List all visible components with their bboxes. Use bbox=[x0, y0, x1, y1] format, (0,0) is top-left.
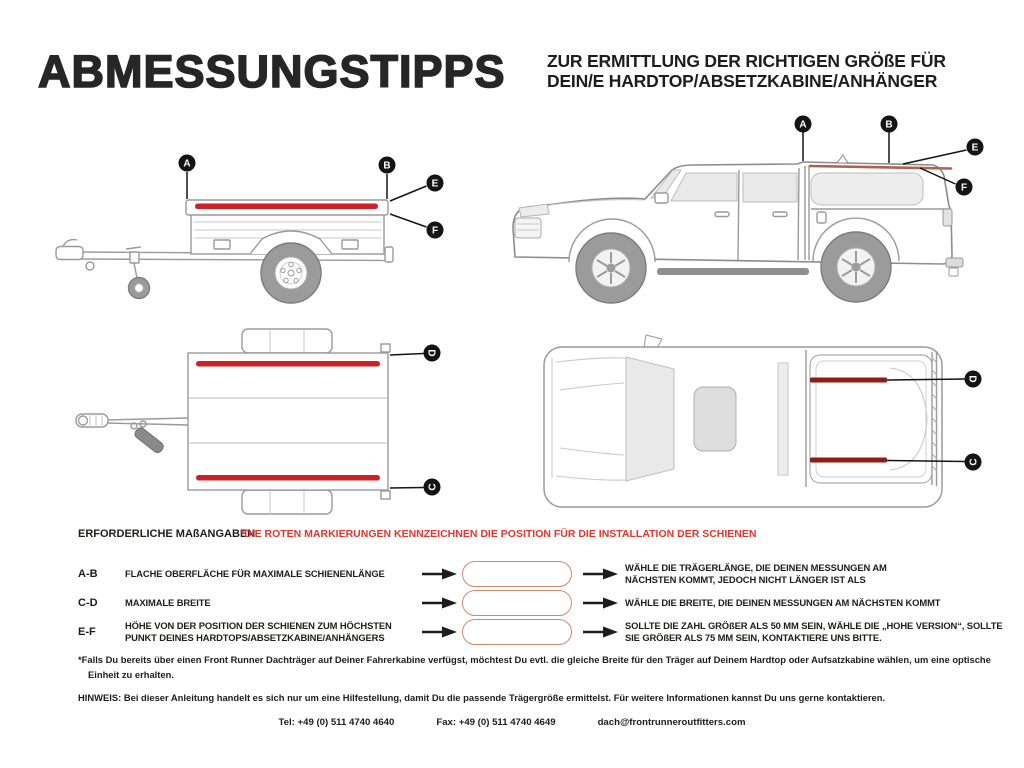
measure-description: FLACHE OBERFLÄCHE FÜR MAXIMALE SCHIENENLÄNGE bbox=[125, 568, 385, 580]
marker-c bbox=[965, 454, 982, 471]
measurement-entry-field bbox=[462, 561, 572, 587]
svg-text:E: E bbox=[431, 178, 439, 190]
trailer-side-view-diagram bbox=[30, 130, 470, 316]
svg-text:F: F bbox=[431, 225, 439, 237]
marker-b bbox=[881, 116, 898, 133]
subtitle-line-2: DEIN/E HARDTOP/ABSETZKABINE/ANHÄNGER bbox=[547, 70, 938, 91]
svg-text:C: C bbox=[968, 458, 980, 466]
marker-f bbox=[956, 179, 973, 196]
hinweis-note: HINWEIS: Bei dieser Anleitung handelt es sich nur um eine Hilfestellung, damit Du die passende Trägergröße ermittelst. Für weitere Informationen kannst Du uns gerne kontaktieren. bbox=[78, 692, 886, 703]
marker-e bbox=[427, 175, 444, 192]
svg-text:D: D bbox=[966, 375, 978, 383]
arrow-right-icon bbox=[422, 619, 458, 645]
svg-text:B: B bbox=[885, 119, 893, 131]
arrow-right-icon bbox=[583, 590, 619, 616]
measure-description: MAXIMALE BREITE bbox=[125, 597, 211, 609]
handbrake-lever bbox=[133, 426, 165, 454]
measure-row-ab bbox=[78, 561, 990, 587]
trailer-wheel bbox=[261, 243, 321, 303]
truck-top-view-diagram bbox=[530, 330, 1000, 520]
subtitle-line-1: ZUR ERMITTLUNG DER RICHTIGEN GRÖßE FÜR bbox=[547, 51, 946, 71]
marker-leaders bbox=[390, 354, 424, 489]
measure-result: WÄHLE DIE TRÄGERLÄNGE, DIE DEINEN MESSUNGEN AM NÄCHSTEN KOMMT, JEDOCH NICHT LÄNGER IST ALS bbox=[625, 561, 887, 585]
rear-bumper-step bbox=[946, 258, 963, 267]
sunroof bbox=[694, 387, 736, 451]
rail-position-marking-red-top bbox=[196, 361, 380, 367]
page-subtitle bbox=[547, 52, 946, 91]
jockey-wheel bbox=[126, 247, 150, 299]
measurement-entry-field bbox=[462, 619, 572, 645]
svg-text:D: D bbox=[425, 349, 437, 357]
measure-result: WÄHLE DIE BREITE, DIE DEINEN MESSUNGEN AM NÄCHSTEN KOMMT bbox=[625, 596, 941, 608]
truck-side-view-diagram bbox=[505, 110, 1005, 310]
svg-text:C: C bbox=[427, 483, 439, 491]
rail-position-marking-red-bottom bbox=[196, 475, 380, 481]
required-measurements-heading: ERFORDERLICHE MAßANGABEN bbox=[78, 528, 256, 540]
windshield-top bbox=[626, 357, 674, 481]
marker-a bbox=[795, 116, 812, 133]
marker-c bbox=[424, 479, 441, 496]
side-mirror bbox=[655, 193, 668, 203]
measure-code: E-F bbox=[78, 626, 96, 638]
tail-light bbox=[943, 209, 952, 226]
canopy-side-window bbox=[811, 173, 923, 205]
corner-bracket-bottom bbox=[381, 491, 390, 499]
svg-text:B: B bbox=[383, 160, 391, 172]
rear-door-window bbox=[743, 173, 797, 202]
marker-d bbox=[424, 345, 441, 362]
rear-wheel bbox=[821, 232, 891, 302]
page-title: ABMESSUNGSTIPPS bbox=[38, 46, 506, 97]
arrow-right-icon bbox=[583, 619, 619, 645]
trailer-top-view-diagram bbox=[30, 320, 470, 520]
grille bbox=[515, 218, 541, 238]
antenna-fin bbox=[837, 155, 848, 163]
marker-e bbox=[967, 139, 984, 156]
cab-rear-window bbox=[778, 363, 788, 475]
trailer-tail-lamp bbox=[385, 247, 393, 262]
contact-email: dach@frontrunneroutfitters.com bbox=[597, 717, 746, 728]
rail-position-marking-red bbox=[195, 204, 378, 210]
measure-description: HÖHE VON DER POSITION DER SCHIENEN ZUM HÖCHSTEN PUNKT DEINES HARDTOPS/ABSETZKABINE/ANHÄNGERS bbox=[125, 620, 392, 643]
measure-row-ef bbox=[78, 619, 1003, 645]
measure-code: C-D bbox=[78, 597, 98, 609]
red-markings-note: *DIE ROTEN MARKIERUNGEN KENNZEICHNEN DIE POSITION FÜR DIE INSTALLATION DER SCHIENEN bbox=[240, 528, 757, 540]
svg-text:E: E bbox=[971, 142, 979, 154]
corner-bracket-top bbox=[381, 344, 390, 352]
arrow-right-icon bbox=[422, 590, 458, 616]
marker-b bbox=[379, 157, 396, 174]
marker-f bbox=[427, 222, 444, 239]
arrow-right-icon bbox=[583, 561, 619, 587]
contact-tel: Tel: +49 (0) 511 4740 4640 bbox=[278, 717, 395, 728]
trailer-hitch-coupler bbox=[56, 247, 83, 260]
measure-code: A-B bbox=[78, 568, 98, 580]
svg-text:A: A bbox=[183, 158, 191, 170]
front-wheel bbox=[576, 233, 646, 303]
marker-a bbox=[179, 155, 196, 172]
canopy-outline bbox=[810, 355, 932, 483]
measure-row-cd bbox=[78, 590, 990, 616]
measure-result: SOLLTE DIE ZAHL GRÖßER ALS 50 MM SEIN, WÄHLE DIE „HOHE VERSION“, SOLLTE SIE GRÖßER ALS 75 MM SEIN, KONTAKTIERE UNS BITTE. bbox=[625, 619, 1003, 643]
measurement-entry-field bbox=[462, 590, 572, 616]
trailer-top-drawbar bbox=[76, 414, 188, 454]
rail-position-marking-dark-top bbox=[810, 378, 887, 383]
contact-fax: Fax: +49 (0) 511 4740 4649 bbox=[436, 717, 556, 728]
svg-text:F: F bbox=[960, 182, 968, 194]
trailer-top-body bbox=[188, 353, 388, 490]
contact-info bbox=[0, 717, 1024, 728]
rail-position-marking-dark-bottom bbox=[810, 458, 887, 463]
marker-d bbox=[965, 371, 982, 388]
svg-text:A: A bbox=[799, 119, 807, 131]
arrow-right-icon bbox=[422, 561, 458, 587]
footnote-rack-width: *Falls Du bereits über einen Front Runner Dachträger auf Deiner Fahrerkabine verfügst, möchtest Du evtl. die gleiche Breite für den Träger auf Deinem Hardtop oder Aufsatzkabine wählen, um eine optische Einheit zu erhalten. bbox=[78, 654, 991, 680]
truck-rocker-panel bbox=[657, 268, 809, 275]
tow-hitch bbox=[949, 268, 958, 276]
